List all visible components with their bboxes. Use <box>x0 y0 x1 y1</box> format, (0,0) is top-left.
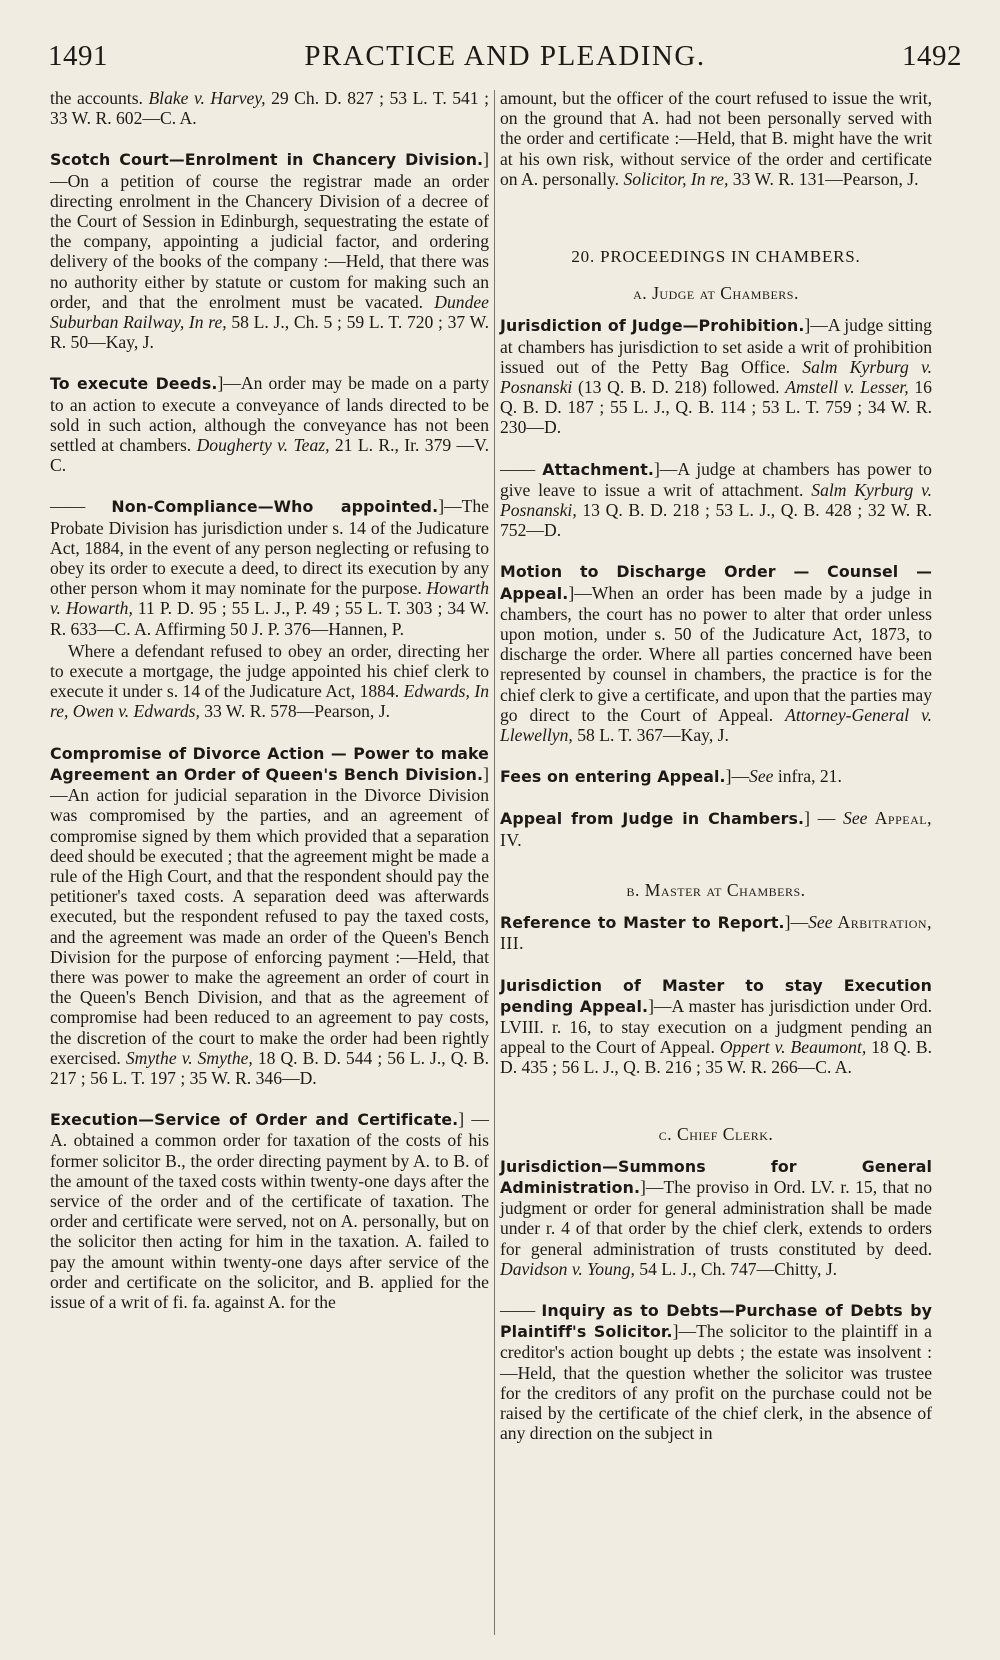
paragraph-heading: Execution—Service of Order and Certificate. <box>50 1110 459 1130</box>
paragraph-heading: Attachment. <box>542 459 654 479</box>
paragraph-heading: Inquiry as to Debts—Purchase of Debts by Plaintiff's Solicitor. <box>500 1300 932 1342</box>
paragraph: Where a defendant refused to obey an order, directing her to execute a mortgage, the judge appointed his chief clerk to execute it under s. 14 of the Judicature Act, 1884. Edwards, In re, Owen v. Edwards, 33 W. R. 578—Pearson, J. <box>50 640 489 722</box>
paragraph-heading: Jurisdiction of Master to stay Execution pending Appeal. <box>500 975 932 1016</box>
case-citation: Solicitor, In re, <box>623 168 729 189</box>
paragraph: Appeal from Judge in Chambers.] — See Appeal, IV. <box>500 808 932 850</box>
right-column <box>500 88 932 1443</box>
paragraph: Jurisdiction—Summons for General Administration.]—The proviso in Ord. LV. r. 15, that no judgment or order for general administration shall be made under r. 4 of that order by the chief clerk, extends to orders for general administration of trusts constituted by deed. Davidson v. Young, 54 L. J., Ch. 747—Chitty, J. <box>500 1156 932 1279</box>
case-citation: Amstell v. Lesser, <box>785 377 909 398</box>
page-number-right: 1492 <box>902 40 962 72</box>
case-citation: Blake v. Harvey, <box>148 88 266 108</box>
paragraph-heading: To execute Deeds. <box>50 374 218 394</box>
paragraph: amount, but the officer of the court refused to issue the writ, on the ground that A. had not been personally served with the order and certificate :—Held, that B. might have the writ at his own risk, without service of the order and certificate on A. personally. Solicitor, In re, 33 W. R. 131—Pearson, J. <box>500 88 932 189</box>
paragraph: Motion to Discharge Order — Counsel — Appeal.]—When an order has been made by a judge in chambers, the court has no power to alter that order unless upon motion, under s. 50 of the Judicature Act, 1873, to discharge the order. Where all parties concerned have been represented by counsel in chambers, the practice is for the chief clerk to give a certificate, and upon that the parties may go direct to the Court of Appeal. Attorney-General v. Llewellyn, 58 L. T. 367—Kay, J. <box>500 562 932 746</box>
paragraph-heading: Non-Compliance—Who appointed. <box>111 497 439 517</box>
paragraph-heading: Appeal from Judge in Chambers. <box>500 809 805 829</box>
case-citation: Salm Kyrburg v. Posnanski, <box>500 479 932 521</box>
see-reference: See <box>749 766 774 787</box>
paragraph-heading: Compromise of Divorce Action — Power to make Agreement an Order of Queen's Bench Division. <box>50 743 489 784</box>
paragraph: Reference to Master to Report.]—See Arbitration, III. <box>500 912 932 954</box>
case-citation: Dougherty v. Teaz, <box>196 435 330 456</box>
paragraph-heading: Motion to Discharge Order — Counsel — Appeal. <box>500 562 932 603</box>
case-citation: Edwards, In re, Owen v. Edwards, <box>50 681 489 722</box>
subsection-heading-c: c. Chief Clerk. <box>658 1123 774 1144</box>
paragraph-heading: Scotch Court—Enrolment in Chancery Division. <box>50 150 484 170</box>
case-citation: Attorney-General v. Llewellyn, <box>500 704 932 746</box>
paragraph: Jurisdiction of Master to stay Execution pending Appeal.]—A master has jurisdiction under Ord. LVIII. r. 16, to stay execution on a judgment pending an appeal to the Court of Appeal. Oppert v. Beaumont, 18 Q. B. D. 435 ; 56 L. J., Q. B. 216 ; 35 W. R. 266—C. A. <box>500 975 932 1078</box>
column-divider <box>494 90 495 1635</box>
page-number-left: 1491 <box>48 40 108 72</box>
subsection-heading-b: b. Master at Chambers. <box>626 879 806 900</box>
see-reference: See <box>808 912 833 933</box>
paragraph-heading: Jurisdiction—Summons for General Administration. <box>500 1156 932 1197</box>
paragraph: Scotch Court—Enrolment in Chancery Division.]—On a petition of course the registrar made an order directing enrolment in the Chancery Division of a decree of the Court of Session in Edinburgh, sequestrating the estate of the company, appointing a judicial factor, and ordering delivery of the books of the company :—Held, that there was no authority either by statute or custom for making such an order, and that the enrolment must be vacated. Dundee Suburban Railway, In re, 58 L. J., Ch. 5 ; 59 L. T. 720 ; 37 W. R. 50—Kay, J. <box>50 149 490 353</box>
paragraph: Compromise of Divorce Action — Power to make Agreement an Order of Queen's Bench Division.]—An action for judicial separation in the Divorce Division was compromised by the parties, and an agreement of compromise signed by them which provided that a separation deed should be executed ; that the agreement might be made a rule of the High Court, and that the respondent should pay the petitioner's taxed costs. A separation deed was afterwards executed, but the respondent refused to pay the taxed costs, and the agreement was made an order of the Queen's Bench Division for the purpose of enforcing payment :—Held, that there was power to make the agreement an order of court in the Queen's Bench Division, and that as the agreement of compromise had been reduced to an agreement to pay costs, the discretion of the court to make the order had been rightly exercised. Smythe v. Smythe, 18 Q. B. D. 544 ; 56 L. J., Q. B. 217 ; 56 L. T. 197 ; 35 W. R. 346—D. <box>50 743 489 1088</box>
paragraph: —— Attachment.]—A judge at chambers has power to give leave to issue a writ of attachment. Salm Kyrburg v. Posnanski, 13 Q. B. D. 218 ; 53 L. J., Q. B. 428 ; 32 W. R. 752—D. <box>500 458 932 541</box>
paragraph: —— Inquiry as to Debts—Purchase of Debts by Plaintiff's Solicitor.]—The solicitor to the plaintiff in a creditor's action bought up debts ; the estate was insolvent :—Held, that the question whether the solicitor was trustee for the creditors of any profit on the purchase could not be raised by the certificate of the chief clerk, in the absence of any direction on the subject in <box>500 1299 932 1444</box>
paragraph: Fees on entering Appeal.]—See infra, 21. <box>500 766 842 787</box>
subsection-heading-a: a. Judge at Chambers. <box>633 283 799 304</box>
paragraph: Execution—Service of Order and Certificate.] —A. obtained a common order for taxation of the costs of his former solicitor B., the order directing payment by A. to B. of the amount of the taxed costs within twenty-one days after the service of the order and of the certificate of taxation. The order and certificate were served, not on A. personally, but on the solicitor then acting for him in the taxation. A. failed to pay the amount within twenty-one days after service of the order and certificate on the solicitor, and B. applied for the issue of a writ of fi. fa. against A. for the <box>50 1109 489 1312</box>
left-column <box>50 88 489 1312</box>
case-citation: Howarth v. Howarth, <box>50 578 489 619</box>
case-citation: Oppert v. Beaumont, <box>719 1037 867 1058</box>
paragraph: —— Non-Compliance—Who appointed.]—The Probate Division has jurisdiction under s. 14 of the Judicature Act, 1884, in the event of any person neglecting or refusing to obey its order to execute a deed, to direct its execution by any other person whom it may nominate for the purpose. Howarth v. Howarth, 11 P. D. 95 ; 55 L. J., P. 49 ; 55 L. T. 303 ; 34 W. R. 633—C. A. Affirming 50 J. P. 376—Hannen, P. <box>50 496 490 639</box>
case-citation: Salm Kyrburg v. Posnanski <box>500 356 932 398</box>
case-citation: Dundee Suburban Railway, In re, <box>50 291 489 333</box>
case-citation: Davidson v. Young, <box>500 1258 635 1279</box>
page-header <box>48 40 962 80</box>
case-citation: Smythe v. Smythe, <box>125 1047 253 1068</box>
paragraph-heading: Fees on entering Appeal. <box>500 767 726 787</box>
paragraph: Jurisdiction of Judge—Prohibition.]—A judge sitting at chambers has jurisdiction to set aside a writ of prohibition issued out of the Petty Bag Office. Salm Kyrburg v. Posnanski (13 Q. B. D. 218) followed. Amstell v. Lesser, 16 Q. B. D. 187 ; 55 L. J., Q. B. 114 ; 53 L. T. 759 ; 34 W. R. 230—D. <box>500 315 932 438</box>
paragraph: the accounts. Blake v. Harvey, 29 Ch. D. 827 ; 53 L. T. 541 ; 33 W. R. 602—C. A. <box>50 88 489 129</box>
paragraph-heading: Jurisdiction of Judge—Prohibition. <box>500 316 805 336</box>
running-title: PRACTICE AND PLEADING. <box>304 40 706 72</box>
see-reference: See <box>843 808 868 829</box>
paragraph-heading: Reference to Master to Report. <box>500 913 785 933</box>
paragraph: To execute Deeds.]—An order may be made on a party to an action to execute a conveyance of lands directed to be sold in such action, although the conveyance has not been settled at chambers. Dougherty v. Teaz, 21 L. R., Ir. 379 —V. C. <box>50 373 489 476</box>
section-heading: 20. PROCEEDINGS IN CHAMBERS. <box>571 247 861 267</box>
